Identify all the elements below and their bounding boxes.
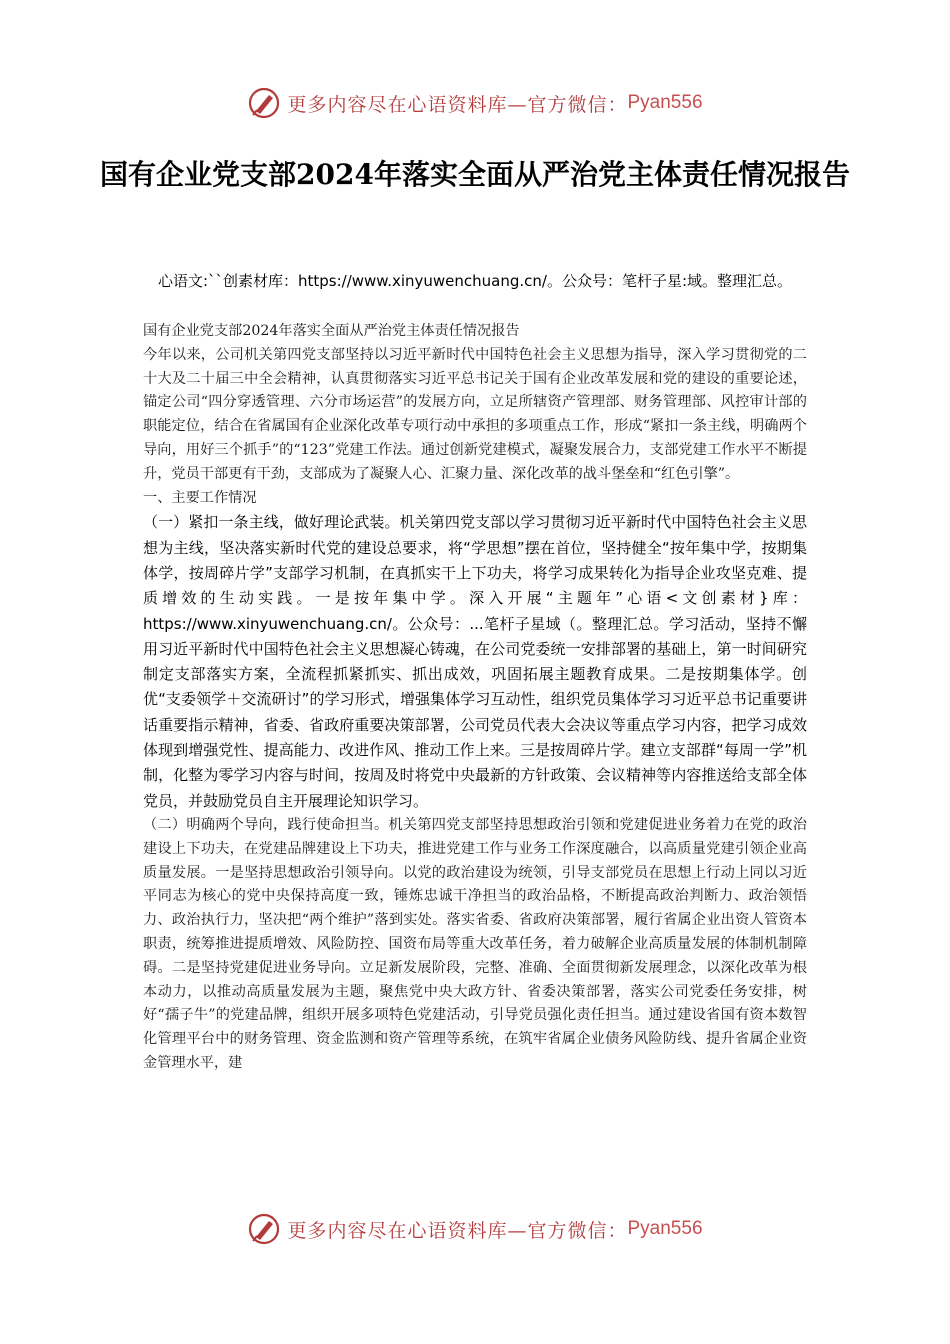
section-1-paragraph: （一）紧扣一条主线，做好理论武装。机关第四党支部以学习贯彻习近平新时代中国特色社会主义思想为主线，坚决落实新时代党的建设总要求，将“学思想”摆在首位，坚持健全“按年集中学，按期集体学，按周碎片学”支部学习机制，在真抓实干上下功夫，将学习成果转化为指导企业攻坚克难、提质增效的生动实践。一是按年集中学。深入开展“主题年”心语<文创素材}库：https://www.xinyuwenchuang.cn/。公众号：...笔杆子星域（。整理汇总。学习活动，坚持不懈用习近平新时代中国特色社会主义思想凝心铸魂，在公司党委统一安排部署的基础上，第一时间研究制定支部落实方案，全流程抓紧抓实、抓出成效，巩固拓展主题教育成果。二是按期集体学。创优“支委领学＋交流研讨”的学习形式，增强集体学习互动性，组织党员集体学习习近平总书记重要讲话重要指示精神，省委、省政府重要决策部署，公司党员代表大会决议等重点学习内容，把学习成效体现到增强党性、提高能力、改进作风、推动工作上来。三是按周碎片学。建立支部群“每周一学”机制，化整为零学习内容与时间，按周及时将党中央最新的方针政策、会议精神等内容推送给支部全体党员，并鼓励党员自主开展理论知识学习。 [143,513,807,810]
document-body [143,320,807,1076]
pen-nib-logo-icon [247,1212,281,1246]
watermark-banner-top [0,80,950,126]
banner-text: 更多内容尽在心语资料库—官方微信： [287,93,628,116]
intro-paragraph: 今年以来，公司机关第四党支部坚持以习近平新时代中国特色社会主义思想为指导，深入学习贯彻党的二十大及二十届三中全会精神，认真贯彻落实习近平总书记关于国有企业改革发展和党的建设的重要论述，锚定公司“四分穿透管理、六分市场运营”的发展方向，立足所辖资产管理部、财务管理部、风控审计部的职能定位，结合在省属国有企业深化改革专项行动中承担的多项重点工作，形成“紧扣一条主线，明确两个导向，用好三个抓手”的“123”党建工作法。通过创新党建模式，凝聚发展合力，支部党建工作水平不断提升，党员干部更有干劲，支部成为了凝聚人心、汇聚力量、深化改革的战斗堡垒和“红色引擎”。 [143,346,807,482]
pen-nib-logo-icon [247,86,281,120]
banner-wechat-id: Pyan556 [627,92,703,113]
section-heading: 一、主要工作情况 [143,489,257,506]
banner-wechat-id: Pyan556 [627,1218,703,1239]
section-2-paragraph: （二）明确两个导向，践行使命担当。机关第四党支部坚持思想政治引领和党建促进业务着力在党的政治建设上下功夫，在党建品牌建设上下功夫，推进党建工作与业务工作深度融合，以高质量党建引领企业高质量发展。一是坚持思想政治引领导向。以党的政治建设为统领，引导支部党员在思想上行动上同以习近平同志为核心的党中央保持高度一致，锤炼忠诚干净担当的政治品格，不断提高政治判断力、政治领悟力、政治执行力，坚决把“两个维护”落到实处。落实省委、省政府决策部署，履行省属企业出资人管资本职责，统筹推进提质增效、风险防控、国资布局等重大改革任务，着力破解企业高质量发展的体制机制障碍。二是坚持党建促进业务导向。立足新发展阶段，完整、准确、全面贯彻新发展理念，以深化改革为根本动力，以推动高质量发展为主题，聚焦党中央大政方针、省委决策部署，落实公司党委任务安排，树好“孺子牛”的党建品牌，组织开展多项特色党建活动，引导党员强化责任担当。通过建设省国有资本数智化管理平台中的财务管理、资金监测和资产管理等系统，在筑牢省属企业债务风险防线、提升省属企业资金管理水平，建 [143,816,807,1071]
source-note: 心语文:``创素材库：https://www.xinyuwenchuang.cn/。公众号：笔杆子星:域。整理汇总。 [157,272,793,290]
body-subtitle: 国有企业党支部2024年落实全面从严治党主体责任情况报告 [143,323,520,339]
document-title: 国有企业党支部2024年落实全面从严治党主体责任情况报告 [100,158,850,191]
watermark-banner-bottom [0,1206,950,1252]
banner-text: 更多内容尽在心语资料库—官方微信： [287,1219,628,1242]
